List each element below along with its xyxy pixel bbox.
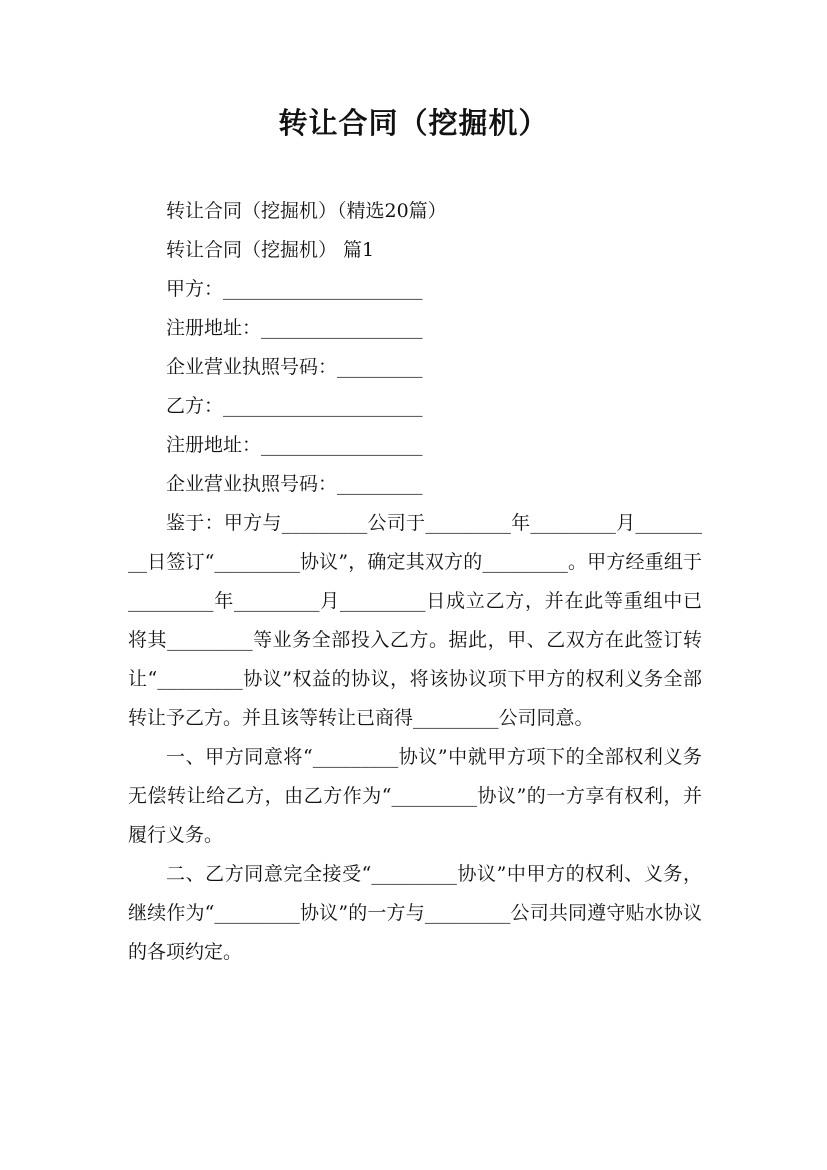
party-a-license-line: 企业营业执照号码：_________ <box>166 356 423 378</box>
party-a-address-line: 注册地址：_________________ <box>166 317 423 339</box>
party-b-address-line: 注册地址：_________________ <box>166 434 423 456</box>
party-b-license-line: 企业营业执照号码：_________ <box>166 473 423 495</box>
party-b-line: 乙方：_____________________ <box>166 395 423 417</box>
clause-1-paragraph: 一、甲方同意将“_________协议”中就甲方项下的全部权利义务无偿转让给乙方，由乙方作为“_________协议”的一方享有权利，并履行义务。 <box>128 746 702 846</box>
party-a-line: 甲方：_____________________ <box>166 278 423 300</box>
document-title: 转让合同（挖掘机） <box>278 106 549 140</box>
section-heading: 转让合同（挖掘机） 篇1 <box>166 239 375 261</box>
document-body <box>128 192 702 972</box>
recital-paragraph: 鉴于：甲方与_________公司于_________年_________月_________日签订“_________协议”，确定其双方的_________。甲方经重组于_________年_________月_________日成立乙方，并在此等重组中已将其_________等业务全部投入乙方。据此，甲、乙双方在此签订转让“_________协议”权益的协议，将该协议项下甲方的权利义务全部转让予乙方。并且该等转让已商得_________公司同意。 <box>128 512 702 729</box>
subtitle-line: 转让合同（挖掘机）（精选20篇） <box>166 200 447 222</box>
clause-2-paragraph: 二、乙方同意完全接受“_________协议”中甲方的权利、义务，继续作为“_________协议”的一方与_________公司共同遵守贴水协议的各项约定。 <box>128 863 702 963</box>
